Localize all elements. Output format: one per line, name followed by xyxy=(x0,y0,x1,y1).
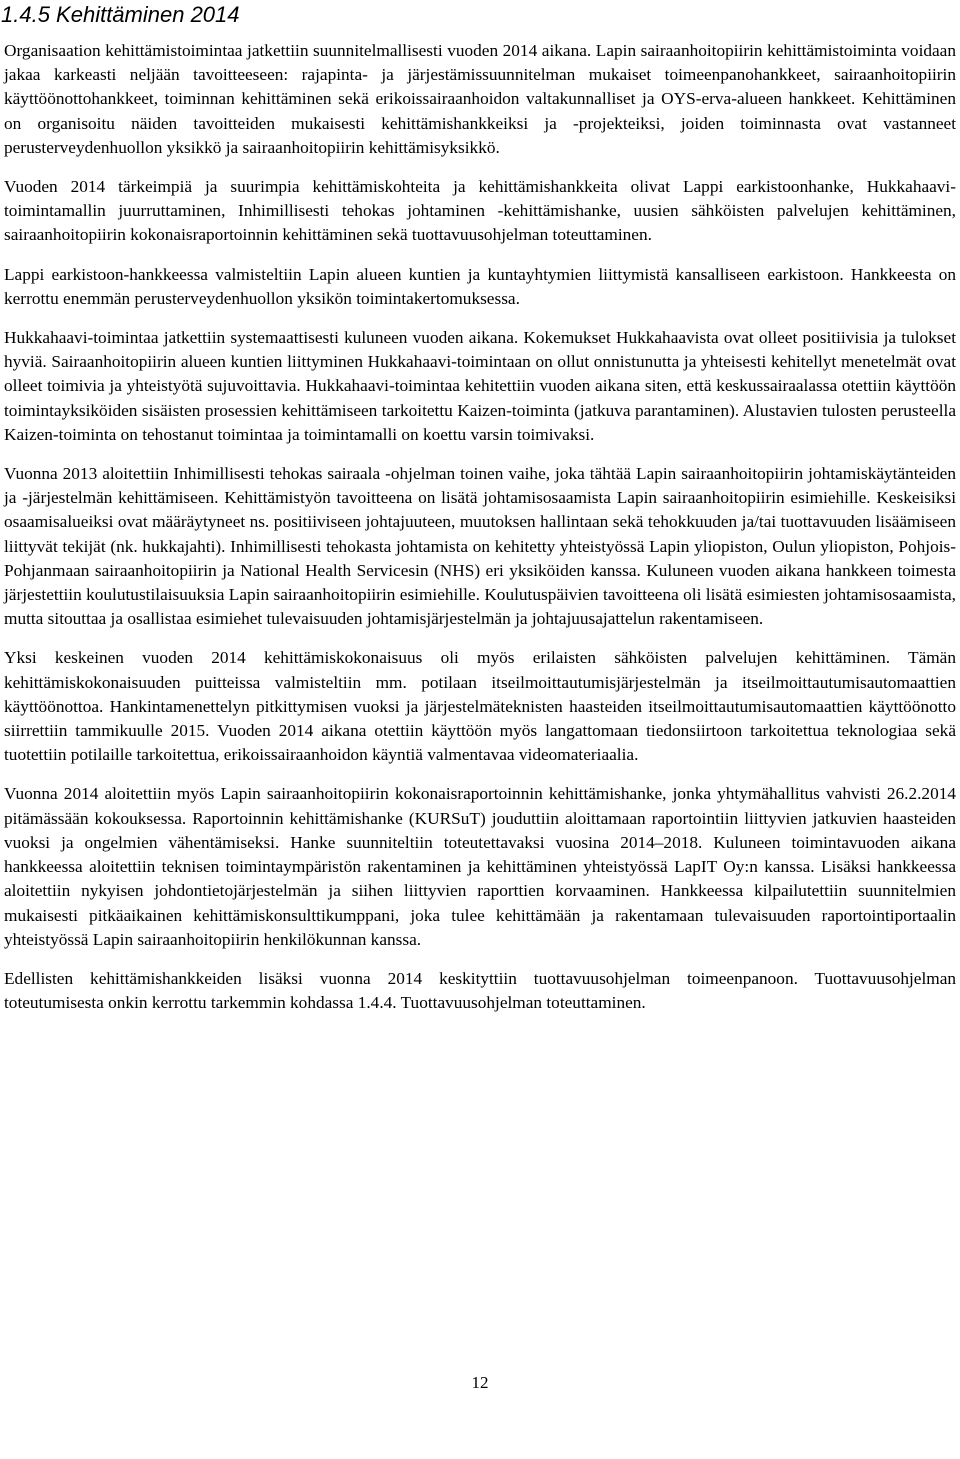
page-number: 12 xyxy=(471,1373,489,1392)
paragraph-hukkahaavi: Hukkahaavi-toimintaa jatkettiin systemaattisesti kuluneen vuoden aikana. Kokemukset Hukkahaavista ovat olleet positiivisia ja tulokset hyviä. Sairaanhoitopiirin alueen kuntien liittyminen Hukkahaavi-toimintaan on ollut onnistunutta ja yhteisesti kehitellyt menetelmät ovat olleet toimivia ja yhteistyötä sujuvoittavia. Hukkahaavi-toimintaa kehitettiin vuoden aikana siten, että keskussairaalassa otettiin käyttöön toimintayksiköiden sisäisten prosessien kehittämiseen tarkoitettu Kaizen-toiminta (jatkuva parantaminen). Alustavien tulosten perusteella Kaizen-toiminta on tehostanut toimintaa ja toimintamalli on koettu varsin toimivaksi. xyxy=(4,328,956,444)
paragraph-productivity: Edellisten kehittämishankkeiden lisäksi vuonna 2014 keskityttiin tuottavuusohjelman toimeenpanoon. Tuottavuusohjelman toteutumisesta onkin kerrottu tarkemmin kohdassa 1.4.4. Tuottavuusohjelman toteuttaminen. xyxy=(4,968,956,1013)
paragraph-leadership: Vuonna 2013 aloitettiin Inhimillisesti tehokas sairaala -ohjelman toinen vaihe, joka tähtää Lapin sairaanhoitopiirin johtamiskäytänteiden ja -järjestelmän kehittämiseen. Kehittämistyön tavoitteena on lisätä johtamisosaamista Lapin sairaanhoitopiirin esimiehille. Keskeisiksi osaamisalueiksi ovat määräytyneet ns. positiiviseen johtajuuteen, muutoksen hallintaan sekä tehokkuuden ja/tai tuottavuuden lisäämiseen liittyvät tekijät (nk. hukkajahti). Inhimillisesti tehokasta johtamista on kehitetty yhteistyössä Lapin yliopiston, Oulun yliopiston, Pohjois-Pohjanmaan sairaanhoitopiirin ja National Health Servicesin (NHS) eri yksiköiden kanssa. Kuluneen vuoden aikana hankkeen toimesta järjestettiin koulutustilaisuuksia Lapin sairaanhoitopiirin esimiehille. Koulutuspäivien tavoitteena oli lisätä esimiesten johtamisosaamista, mutta sitouttaa ja osallistaa esimiehet tulevaisuuden johtamisjärjestelmän ja johtajuusajattelun rakentamiseen. xyxy=(4,464,956,629)
body-text xyxy=(4,39,956,1030)
paragraph-overview: Organisaation kehittämistoimintaa jatkettiin suunnitelmallisesti vuoden 2014 aikana. Lapin sairaanhoitopiirin kehittämistoiminta voidaan jakaa karkeasti neljään tavoitteeseen: rajapinta- ja järjestämissuunnitelman mukaiset toimeenpanohankkeet, sairaanhoitopiirin käyttöönottohankkeet, toiminnan kehittäminen sekä erikoissairaanhoidon valtakunnalliset ja OYS-erva-alueen hankkeet. Kehittäminen on organisoitu näiden tavoitteiden mukaisesti kehittämishankkeiksi ja -projekteiksi, joiden toiminnasta ovat vastanneet perusterveydenhuollon yksikkö ja sairaanhoitopiirin kehittämisyksikkö. xyxy=(4,41,956,157)
paragraph-e-services: Yksi keskeinen vuoden 2014 kehittämiskokonaisuus oli myös erilaisten sähköisten palvelujen kehittäminen. Tämän kehittämiskokonaisuuden puitteissa valmisteltiin mm. potilaan itseilmoittautumisjärjestelmän ja itseilmoittautumisautomaattien käyttöönottoa. Hankintamenettelyn pitkittymisen vuoksi ja järjestelmäteknisten haasteiden itseilmoittautumisautomaattien käyttöönotto siirrettiin tammikuulle 2015. Vuoden 2014 aikana otettiin käyttöön myös langattomaan tiedonsiirtoon tarkoitettua teknologiaa sekä tuotettiin potilaille tarkoitettua, erikoissairaanhoidon käyntiä valmentavaa videomateriaalia. xyxy=(4,648,956,765)
section-heading: 1.4.5 Kehittäminen 2014 xyxy=(1,2,240,27)
paragraph-earkisto: Lappi earkistoon-hankkeessa valmisteltiin Lapin alueen kuntien ja kuntayhtymien liittymistä kansalliseen earkistoon. Hankkeesta on kerrottu enemmän perusterveydenhuollon yksikön toimintakertomuksessa. xyxy=(4,264,956,308)
paragraph-key-projects: Vuoden 2014 tärkeimpiä ja suurimpia kehittämiskohteita ja kehittämishankkeita olivat Lappi earkistoonhanke, Hukkahaavi-toimintamallin juurruttaminen, Inhimillisesti tehokas johtaminen -kehittämishanke, uusien sähköisten palvelujen kehittäminen, sairaanhoitopiirin kokonaisraportoinnin kehittäminen sekä tuottavuusohjelman toteuttaminen. xyxy=(4,177,956,245)
paragraph-reporting: Vuonna 2014 aloitettiin myös Lapin sairaanhoitopiirin kokonaisraportoinnin kehittämishanke, jonka yhtymähallitus vahvisti 26.2.2014 pitämässään kokouksessa. Raportoinnin kehittämishanke (KURSuT) jouduttiin aloittamaan raportointiin liittyvien jatkuvien haasteiden vuoksi ja ongelmien vähentämiseksi. Hanke suunniteltiin toteutettavaksi vuosina 2014–2018. Kuluneen toimintavuoden aikana hankkeessa aloitettiin teknisen toimintaympäristön rakentaminen ja kehittäminen yhteistyössä LapIT Oy:n kanssa. Lisäksi hankkeessa aloitettiin nykyisen johdontietojärjestelmän ja siihen liittyvien raporttien korvaaminen. Hankkeessa kilpailutettiin suunnitelmien mukaisesti pitkäaikainen kehittämiskonsulttikumppani, joka tulee kehittämään ja rakentamaan tulevaisuuden raportointiportaalin yhteistyössä Lapin sairaanhoitopiirin henkilökunnan kanssa. xyxy=(4,784,956,949)
